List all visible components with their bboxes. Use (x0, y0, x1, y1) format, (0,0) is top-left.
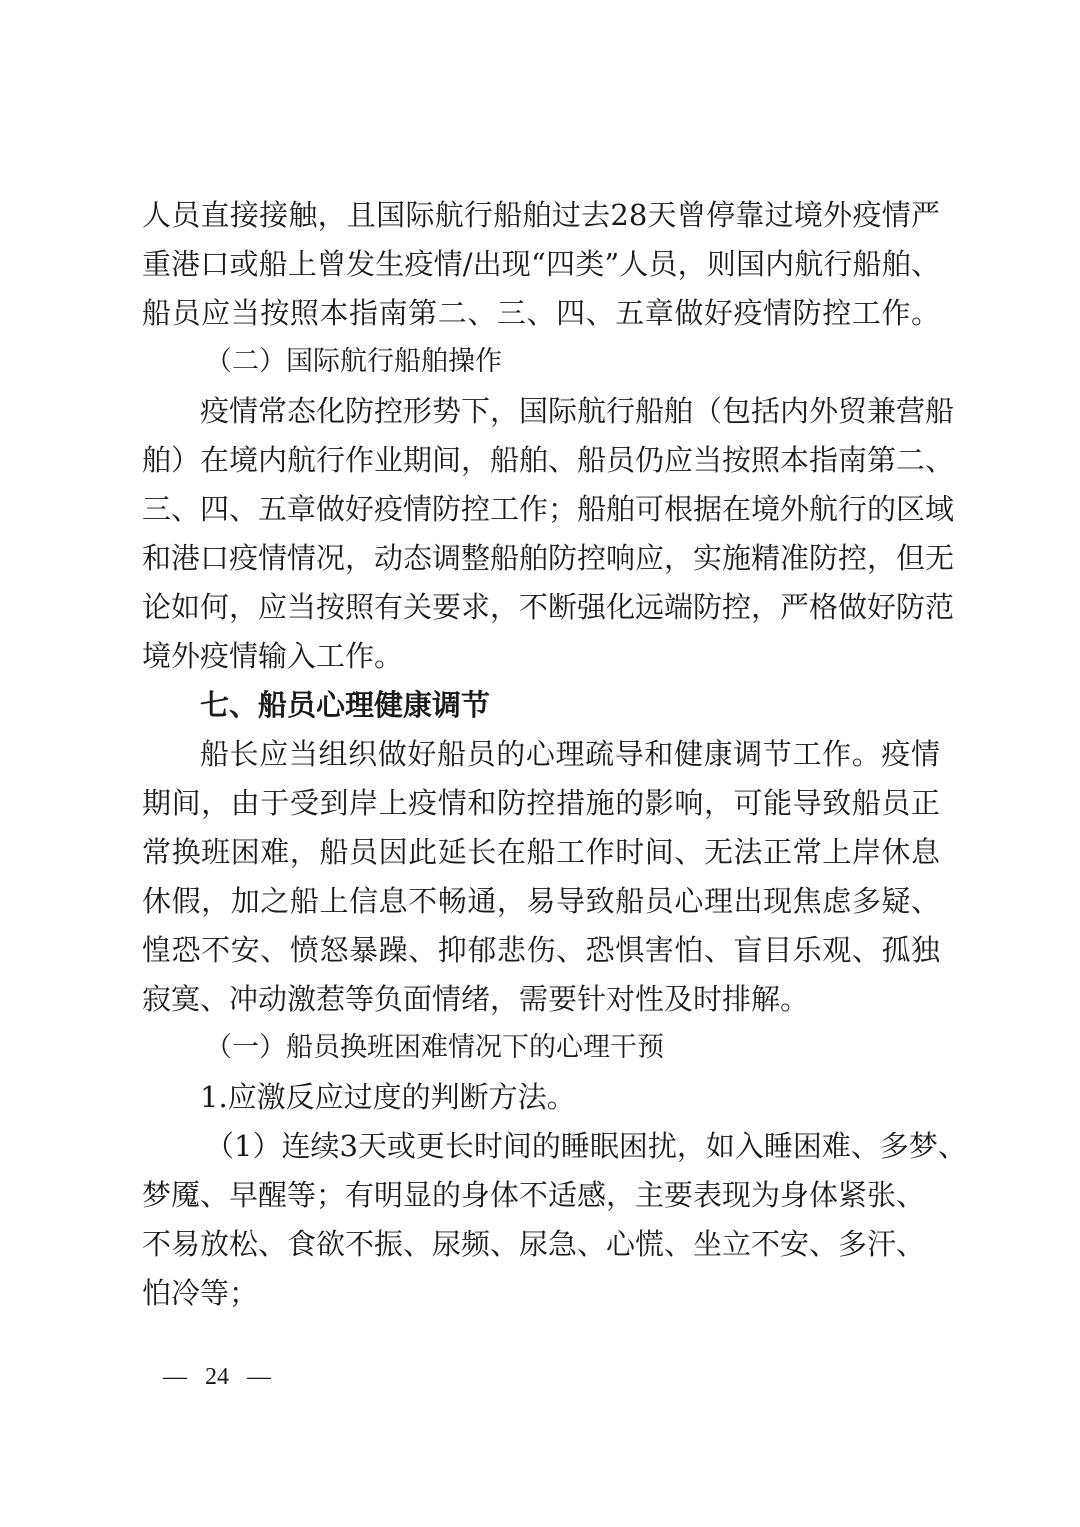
body-line-6: 舶）在境内航行作业期间，船舶、船员仍应当按照本指南第二、 (142, 443, 955, 477)
page-number: — 24 — (163, 1364, 271, 1390)
body-line-5: 疫情常态化防控形势下，国际航行船舶（包括内外贸兼营船 (200, 394, 955, 428)
body-line-9: 论如何，应当按照有关要求，不断强化远端防控，严格做好防范 (142, 590, 955, 624)
body-line-3: 船员应当按照本指南第二、三、四、五章做好疫情防控工作。 (142, 296, 940, 330)
body-line-7: 三、四、五章做好疫情防控工作；船舶可根据在境外航行的区域 (142, 492, 955, 526)
body-line-21: 梦魇、早醒等；有明显的身体不适感，主要表现为身体紧张、 (142, 1178, 926, 1212)
chapter-heading-psychological-health: 七、船员心理健康调节 (200, 688, 491, 722)
body-line-2: 重港口或船上曾发生疫情/出现“四类”人员，则国内航行船舶、 (142, 247, 940, 281)
body-line-19: 1.应激反应过度的判断方法。 (200, 1080, 576, 1114)
body-line-22: 不易放松、食欲不振、尿频、尿急、心慌、坐立不安、多汗、 (142, 1227, 926, 1261)
body-line-8: 和港口疫情情况，动态调整船舶防控响应，实施精准防控，但无 (142, 541, 955, 575)
body-line-10: 境外疫情输入工作。 (142, 639, 404, 673)
body-line-14: 常换班困难，船员因此延长在船工作时间、无法正常上岸休息 (142, 835, 940, 869)
body-line-17: 寂寞、冲动激惹等负面情绪，需要针对性及时排解。 (142, 982, 810, 1016)
body-line-13: 期间，由于受到岸上疫情和防控措施的影响，可能导致船员正 (142, 786, 940, 820)
body-line-20: （1）连续3天或更长时间的睡眠困扰，如入睡困难、多梦、 (205, 1129, 967, 1163)
body-line-16: 惶恐不安、愤怒暴躁、抑郁悲伤、恐惧害怕、盲目乐观、孤独 (142, 933, 940, 967)
section-heading-international-ships: （二）国际航行船舶操作 (205, 346, 502, 377)
section-heading-crew-change: （一）船员换班困难情况下的心理干预 (205, 1032, 664, 1063)
body-line-23: 怕冷等； (142, 1276, 259, 1310)
body-line-1: 人员直接接触，且国际航行船舶过去28天曾停靠过境外疫情严 (142, 198, 940, 232)
body-line-15: 休假，加之船上信息不畅通，易导致船员心理出现焦虑多疑、 (142, 884, 940, 918)
body-line-12: 船长应当组织做好船员的心理疏导和健康调节工作。疫情 (200, 737, 940, 771)
